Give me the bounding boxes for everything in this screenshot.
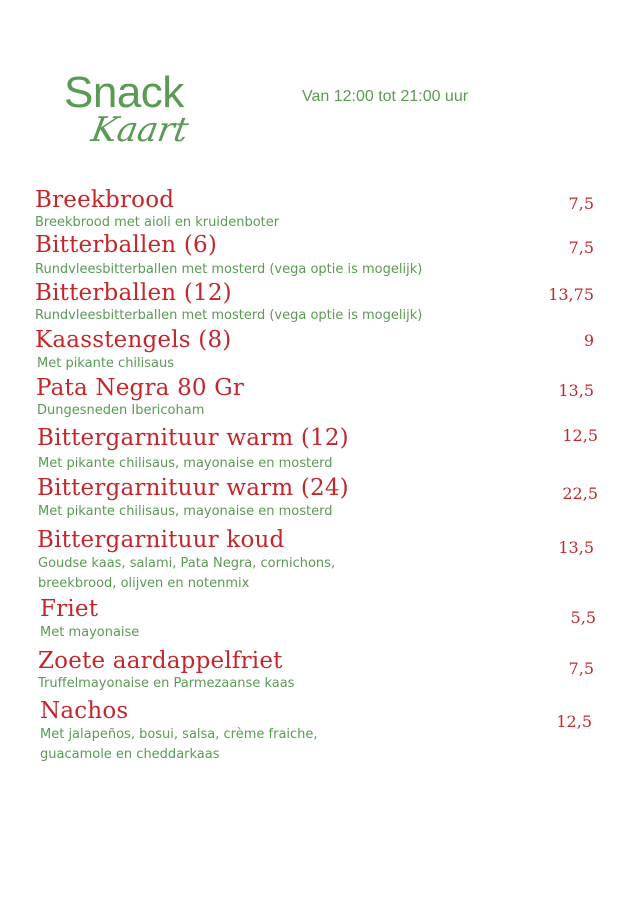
item-name: Nachos [40,698,129,724]
item-price: 12,5 [556,712,592,731]
item-price: 7,5 [568,194,594,213]
item-description: Met pikante chilisaus, mayonaise en mosterd [38,504,333,519]
opening-hours: Van 12:00 tot 21:00 uur [302,88,469,105]
item-description: Goudse kaas, salami, Pata Negra, cornichons, [38,556,336,571]
item-price: 13,75 [548,285,594,304]
menu-title-snack: Snack [64,68,184,117]
item-name: Bittergarnituur warm (12) [37,425,349,451]
item-price: 9 [583,331,594,350]
item-description: Met mayonaise [40,625,140,640]
menu-title-kaart: Kaart [88,110,192,150]
item-price: 7,5 [568,238,594,257]
item-price: 13,5 [558,538,594,557]
item-name: Breekbrood [35,187,175,213]
item-name: Friet [40,596,99,622]
item-name: Kaasstengels (8) [35,327,232,353]
item-name: Bittergarnituur warm (24) [37,475,349,501]
item-description: breekbrood, olijven en notenmix [38,576,250,591]
item-description: Met pikante chilisaus [37,356,175,371]
item-name: Bitterballen (12) [35,280,232,306]
item-price: 13,5 [558,381,594,400]
item-name: Pata Negra 80 Gr [36,375,245,401]
item-price: 12,5 [562,426,598,445]
item-description: Breekbrood met aioli en kruidenboter [35,215,280,230]
item-description: Dungesneden Ibericoham [37,403,205,418]
item-price: 7,5 [568,659,594,678]
item-description: Rundvleesbitterballen met mosterd (vega optie is mogelijk) [35,308,423,323]
item-description: guacamole en cheddarkaas [40,747,220,762]
item-price: 5,5 [570,608,596,627]
item-name: Bittergarnituur koud [37,527,285,553]
item-description: Rundvleesbitterballen met mosterd (vega optie is mogelijk) [35,262,423,277]
item-description: Met jalapeños, bosui, salsa, crème fraiche, [40,727,318,742]
item-description: Truffelmayonaise en Parmezaanse kaas [38,676,295,691]
item-price: 22,5 [562,484,598,503]
item-description: Met pikante chilisaus, mayonaise en mosterd [38,456,333,471]
item-name: Zoete aardappelfriet [38,648,283,674]
item-name: Bitterballen (6) [35,232,218,258]
